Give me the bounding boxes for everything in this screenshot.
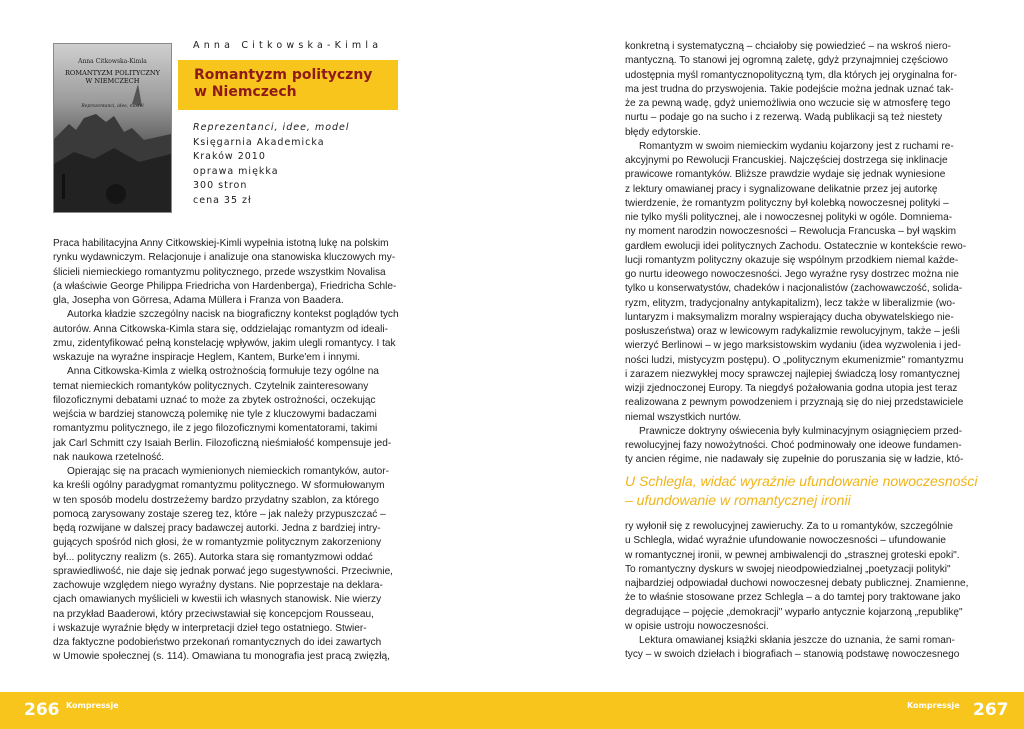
- text-line: u Schlegla, widać wyraźnie ufundowanie nowoczesności – ufundowanie: [625, 535, 946, 547]
- cover-author: Anna Citkowska-Kimla: [78, 58, 147, 65]
- text-line: nurtu – podaje go na sucho i z rezerwą. Wadą publikacji są też niestety: [625, 112, 943, 124]
- text-line: pomocą zarysowany zostaje szereg tez, które – jak należy przypuszczać –: [53, 508, 386, 520]
- footer-bar: [0, 692, 1024, 729]
- text-line: temat niemieckich romantyków politycznych. Czytelnik zainteresowany: [53, 380, 369, 392]
- review-author: Anna Citkowska-Kimla: [193, 40, 383, 51]
- book-subtitle: Reprezentanci, idee, model: [193, 122, 350, 133]
- right-column-text-top: [625, 40, 975, 468]
- right-page-number: 267: [973, 700, 1009, 720]
- text-line: w opisie ustroju nowoczesności.: [625, 620, 769, 632]
- pull-quote: [625, 472, 985, 510]
- text-line: błędy edytorskie.: [625, 126, 701, 138]
- text-line: ty ancien régime, nie nadawały się zupełnie do poruszania się w ładzie, któ-: [625, 454, 964, 466]
- text-line: Prawnicze doktryny oświecenia były kulminacyjnym osiągnięciem przed-: [639, 425, 963, 437]
- review-title-line-2: w Niemczech: [194, 84, 297, 100]
- text-line: gardłem ewolucji idei politycznych Zachodu. Ostatecznie w kontekście rewo-: [625, 240, 967, 252]
- review-title: [194, 67, 394, 101]
- text-line: zmu, zidentyfikować pełną konstelację wpływów, jakim ulegli romantycy. I tak: [53, 337, 396, 349]
- text-line: wizji zjednoczonej Europy. Ta niegdyś pożałowania godna utopia jest teraz: [625, 383, 958, 394]
- right-page: [512, 0, 1024, 729]
- text-line: ma jest trudna do przyswojenia. Takie podejście można jednak uznać tak-: [625, 83, 954, 95]
- review-title-line-1: Romantyzm polityczny: [194, 67, 373, 83]
- text-line: i zarazem niezwykłej mocy sprawczej najlepiej świadczą losy romantycznej: [625, 368, 960, 380]
- text-line: niemal wszystkich nurtów.: [625, 411, 742, 423]
- text-line: w Umowie społecznej (s. 114). Omawiana tu monografia jest pracą zwięzłą,: [53, 651, 390, 663]
- text-line: i wskazuje wyraźnie błędy w interpretacji dzieł tego ostatniego. Stwier-: [53, 622, 367, 634]
- cover-title-line-2: W NIEMCZECH: [85, 77, 140, 85]
- text-line: mantyczną. To stanowi jej ogromną zaletę, gdyż przynajmniej częściowo: [625, 55, 948, 67]
- text-line: lucji romantyzm polityczny okazuje się wspólnym przodkiem niemal każde-: [625, 254, 959, 266]
- text-line: Autorka kładzie szczególny nacisk na biograficzny kontekst poglądów tych: [67, 309, 399, 321]
- text-line: Lektura omawianej książki skłania jeszcze do uznania, że sami roman-: [639, 635, 955, 646]
- text-line: dza faktyczne podobieństwo przekonań romantycznych do idei zawartych: [53, 637, 382, 648]
- text-line: nak naukowa rzetelność.: [53, 451, 165, 463]
- book-metadata: [193, 121, 350, 209]
- left-magazine-name: Kompressje: [66, 701, 119, 710]
- text-line: w romantycznej ironii, w pewnej ambiwalencji do „strasznej groteski epoki".: [625, 549, 960, 561]
- right-column-text-bottom: [625, 520, 975, 663]
- text-line: ka kreśli ogólny paradygmat romantyzmu politycznego. W sformułowanym: [53, 480, 385, 492]
- text-line: go nurtu ideowego nowoczesności. Jego wyraźne rysy dostrzec można nie: [625, 269, 959, 280]
- book-publisher: Księgarnia Akademicka: [193, 136, 325, 148]
- pull-quote-line-2: – ufundowanie w romantycznej ironii: [625, 492, 851, 508]
- text-line: Anna Citkowska-Kimla z wielką ostrożnością formułuje tezy ogólne na: [67, 366, 379, 378]
- text-line: w ten sposób modelu dostrzeżemy bardzo przydatny szablon, za którego: [53, 494, 379, 506]
- book-cover-image: [53, 43, 172, 213]
- text-line: Romantyzm w swoim niemieckim wydaniu kojarzony jest z ruchami re-: [639, 140, 954, 152]
- text-line: twierdzenie, że romantyzm polityczny był kolebką nowoczesnej polityki –: [625, 197, 949, 209]
- text-line: posłuszeństwa) oraz w lewicowym radykalizmie rewolucyjnym, także – jeśli: [625, 326, 960, 337]
- text-line: z lektury omawianej pracy i sygnalizowane delikatnie przez jej autorkę: [625, 183, 938, 195]
- text-line: wskazuje na wyraźne inspiracje Heglem, Kantem, Burke'em i innymi.: [53, 352, 361, 363]
- book-binding: oprawa miękka: [193, 165, 279, 177]
- cover-title-line-1: ROMANTYZM POLITYCZNY: [64, 69, 161, 77]
- text-line: wierzyć Berlinowi – w jego marksistowskim wydaniu (idea wyzwolenia i jed-: [625, 340, 962, 352]
- text-line: gujących spośród nich głosi, że w romantyzmie politycznym zakorzeniony: [53, 537, 382, 549]
- text-line: ności ludzi, mistycyzm postępu). O „politycznym ekumenizmie" romantyzmu: [625, 354, 964, 366]
- text-line: To romantyczny dyskurs w swojej nieodpowiedzialnej „poetyzacji polityki": [625, 563, 951, 575]
- text-line: na przykład Baaderowi, który przeciwstawiał się koncepcjom Rousseau,: [53, 608, 374, 620]
- text-line: tycy – w swoich dziełach i biografiach – stanowią podstawę nowoczesnego: [625, 649, 960, 661]
- text-line: tylko u konserwatystów, chadeków i nacjonalistów (zachowawczość, solida-: [625, 283, 963, 295]
- text-line: degradujące – pojęcie „demokracji" wyparło antycznie kojarzoną „republikę": [625, 606, 963, 618]
- text-line: konkretną i systematyczną – chciałoby się powiedzieć – na wskroś niero-: [625, 41, 951, 52]
- text-line: autorów. Anna Citkowska-Kimla stara się, oddzielając romantyzm od ideali-: [53, 323, 388, 335]
- text-line: rynku wydawniczym. Relacjonuje i analizuje ona stanowiska kluczowych my-: [53, 252, 396, 264]
- text-line: Praca habilitacyjna Anny Citkowskiej-Kimli wypełnia istotną lukę na polskim: [53, 238, 389, 249]
- text-line: akcyjnymi po Rewolucji Francuskiej. Najczęściej dostrzega się inklinacje: [625, 155, 948, 166]
- book-pages: 300 stron: [193, 180, 248, 192]
- text-line: luntaryzm i maksymalizm moralny wspierający ducha obywatelskiego nie-: [625, 311, 954, 323]
- text-line: realizowana z pewnym powodzeniem i przyznają się do niej przedstawiciele: [625, 397, 964, 409]
- book-price: cena 35 zł: [193, 194, 252, 206]
- left-column-text: [53, 237, 403, 665]
- text-line: ny moment narodzin nowoczesności – Rewolucja Francuska – był wąskim: [625, 226, 956, 238]
- text-line: romantyzmu politycznego, ile z jego filozoficznymi komentatorami, takimi: [53, 423, 378, 435]
- text-line: (a właściwie George Philippa Friedricha von Hardenberga), Friedricha Schle-: [53, 280, 397, 292]
- text-line: ślicieli niemieckiego romantyzmu politycznego, przede wszystkim Novalisa: [53, 266, 386, 278]
- cover-title: [58, 69, 167, 85]
- text-line: wejścia w bardziej stanowczą polemikę nie tyle z kluczowymi badaczami: [53, 409, 377, 420]
- text-line: był... polityczny realizm (s. 265). Autorka stara się romantyzmowi oddać: [53, 551, 373, 563]
- text-line: ry wyłonił się z rewolucyjnej zawieruchy. Za to u romantyków, szczególnie: [625, 521, 953, 532]
- text-line: że za pewną wadę, gdyż uniemożliwia ono wczucie się w atmosferę tego: [625, 98, 951, 109]
- text-line: Opierając się na pracach wymienionych niemieckich romantyków, autor-: [67, 466, 390, 477]
- text-line: najbardziej odpowiadał duchowi nowoczesnej debaty publicznej. Znamienne,: [625, 578, 969, 589]
- book-place-year: Kraków 2010: [193, 151, 266, 163]
- text-line: będą rozwijane w dalszej pracy badawczej autorki. Jedna z bardziej intry-: [53, 523, 381, 534]
- text-line: rewolucyjnej fazy nowożytności. Choć podminowały one ideowe fundamen-: [625, 440, 962, 451]
- text-line: ryzm, elityzm, tradycjonalny antykapitalizm), lecz także w liberalizmie (wo-: [625, 297, 956, 309]
- text-line: filozoficznymi debatami uznać to może za zbytek ostrożności, oczekując: [53, 394, 376, 406]
- right-magazine-name: Kompressje: [907, 701, 960, 710]
- text-line: sprawiedliwość, nie daje się jednak porwać jego sugestywności. Przeciwnie,: [53, 565, 393, 577]
- text-line: że to właśnie stosowane przez Schlegla – a do tamtej pory traktowane jako: [625, 592, 961, 604]
- text-line: zachowuje względem niego wyraźny dystans. Nie poprzestaje na deklara-: [53, 580, 383, 591]
- left-page-number: 266: [24, 700, 60, 720]
- text-line: cjach omawianych myślicieli w kwestii ich własnych stanowisk. Nie wierzy: [53, 594, 382, 606]
- text-line: prawicowe romantyków. Bliższe prawdzie wydaje się jednak wyniesione: [625, 169, 946, 181]
- review-title-box: [178, 60, 398, 110]
- text-line: nie tylko myśli politycznej, ale i nowoczesnej polityki w ogóle. Domniema-: [625, 212, 953, 223]
- cover-subtitle: Reprezentanci, idee, model: [81, 104, 144, 109]
- text-line: gla, Josepha von Görresa, Adama Müllera i Franza von Baadera.: [53, 295, 344, 306]
- text-line: jak Carl Schmitt czy Isaiah Berlin. Filozoficzną nieśmiałość kompensuje jed-: [53, 437, 392, 449]
- text-line: udostępnia myśl romantycznopolityczną tym, dla których jej oryginalna for-: [625, 69, 958, 81]
- pull-quote-line-1: U Schlegla, widać wyraźnie ufundowanie nowoczesności: [625, 473, 978, 489]
